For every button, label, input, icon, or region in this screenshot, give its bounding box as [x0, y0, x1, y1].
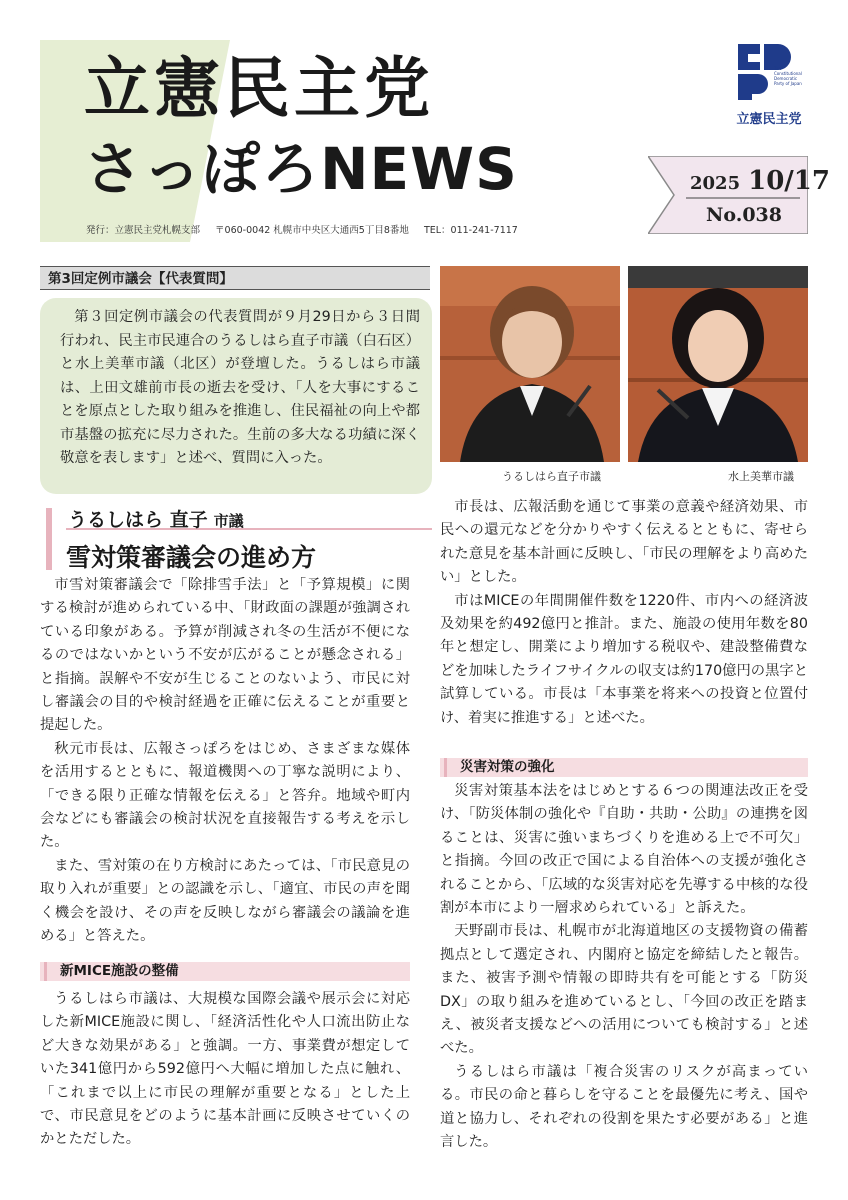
right-column-part1 — [440, 496, 808, 730]
photo-mizukami — [628, 266, 808, 462]
intro-box — [40, 298, 432, 494]
speaker-name: うるしはら 直子 — [68, 509, 208, 531]
issue-year: 2025 — [690, 173, 741, 194]
left-column-part1 — [40, 574, 410, 949]
publisher-info — [86, 222, 530, 236]
logo-label: 立憲民主党 — [736, 112, 802, 127]
photo-caption-2: 水上美華市議 — [728, 470, 794, 483]
section-label: 第3回定例市議会【代表質問】 — [40, 266, 430, 290]
photo-urushihara — [440, 266, 620, 462]
address: 〒060-0042 札幌市中央区大通西5丁目8番地 — [215, 225, 409, 236]
paragraph: また、雪対策の在り方検討にあたっては、「市民意見の取り入れが重要」との認識を示し、「適宜、市民の声を聞く機会を設け、その声を反映しながら審議会の議論を進める」と答えた。 — [40, 857, 410, 945]
issue-month-day: 10/17 — [748, 166, 830, 196]
left-column-part2 — [40, 988, 410, 1152]
subheading-disaster: 災害対策の強化 — [440, 758, 808, 777]
paragraph: 災害対策基本法をはじめとする６つの関連法改正を受け、「防災体制の強化や『自助・共助・公助』の連携を図ることは、災害に強いまちづくりを進める上で不可欠」と指摘。今回の改正で国による自治体への支援が強化されることから、「広域的な災害対応を先導する中核的な役割が本市により一層求められている」と訴えた。 — [440, 783, 808, 917]
masthead-subtitle: さっぽろNEWS — [84, 135, 518, 203]
article-title: 雪対策審議会の進め方 — [66, 543, 317, 572]
paragraph: うるしはら市議は、大規模な国際会議や展示会に対応した新MICE施設に関し、「経済活性化や人口流出防止など大きな効果がある」と強調。一方、事業費が想定していた341億円から592億円へ大幅に増加した点に触れ、「これまで以上に市民の理解が重要となる」とした上で、市民意見をどのように基本計画に反映させていくのかとただした。 — [40, 991, 410, 1148]
publisher: 発行：立憲民主党札幌支部 — [86, 225, 201, 236]
telephone: TEL：011-241-7117 — [423, 225, 518, 236]
right-column-part2 — [440, 780, 808, 1155]
speaker-role: 市議 — [213, 512, 244, 530]
paragraph: 秋元市長は、広報さっぽろをはじめ、さまざまな媒体を活用するとともに、報道機関への丁寧な説明により、「できる限り正確な情報を伝える」と答弁。地域や町内会などにも審議会の検討状況を直接報告する考えを示した。 — [40, 740, 410, 851]
photo-caption-1: うるしはら直子市議 — [502, 470, 601, 483]
paragraph: 市長は、広報活動を通じて事業の意義や経済効果、市民への還元などを分かりやすく伝えるとともに、寄せられた意見を基本計画に反映し、「市民の理解をより高めたい」とした。 — [440, 499, 808, 586]
intro-text: 第３回定例市議会の代表質問が９月29日から３日間行われ、民主市民連合のうるしはら直子市議（白石区）と水上美華市議（北区）が登壇した。うるしはら市議は、上田文雄前市長の逝去を受け、「人を大事にすることを原点とした取り組みを推進し、住民福祉の向上や都市基盤の拡充に尽力された。生前の多大なる功績に深く敬意を表します」と述べ、質問に入った。 — [60, 309, 420, 466]
article-accent-bar — [46, 508, 52, 570]
party-logo — [724, 40, 814, 130]
paragraph: うるしはら市議は「複合災害のリスクが高まっている。市民の命と暮らしを守ることを最優先に考え、国や道と協力し、それぞれの役割を果たす必要がある」と進言した。 — [440, 1063, 808, 1151]
paragraph: 市はMICEの年間開催件数を1220件、市内への経済波及効果を約492億円と推計。また、施設の使用年数を80年と想定し、開業により増加する税収や、建設整備費などを加味したライフサイクルの収支は約170億円の黒字と試算している。市長は「本事業を将来への投資と位置付け、着実に推進する」と述べた。 — [440, 592, 808, 726]
subheading-mice: 新MICE施設の整備 — [40, 962, 410, 981]
issue-date — [690, 166, 830, 196]
logo-english-name: The Constitutional Democratic Party of Japan — [774, 66, 802, 86]
paragraph: 天野副市長は、札幌市が北海道地区の支援物資の備蓄拠点として選定され、内閣府と協定を締結したと報告。また、被害予測や情報の即時共有を可能とする「防災DX」の取り組みを進めているとし、「今回の改正を踏まえ、被災者支援などへの活用についても検討する」と述べた。 — [440, 923, 808, 1057]
paragraph: 市雪対策審議会で「除排雪手法」と「予算規模」に関する検討が進められている中、「財政面の課題が強調されている印象がある。予算が削減され冬の生活が不便になるのではないかという不安が広がることが懸念される」と指摘。誤解や不安が生じることのないよう、市民に対し審議会の目的や検討経過を正確に伝えることが重要と提起した。 — [40, 577, 410, 734]
issue-date-box — [648, 156, 830, 234]
masthead-title: 立憲民主党 — [84, 50, 434, 127]
issue-number: No.038 — [706, 204, 782, 226]
article-speaker — [68, 505, 244, 532]
